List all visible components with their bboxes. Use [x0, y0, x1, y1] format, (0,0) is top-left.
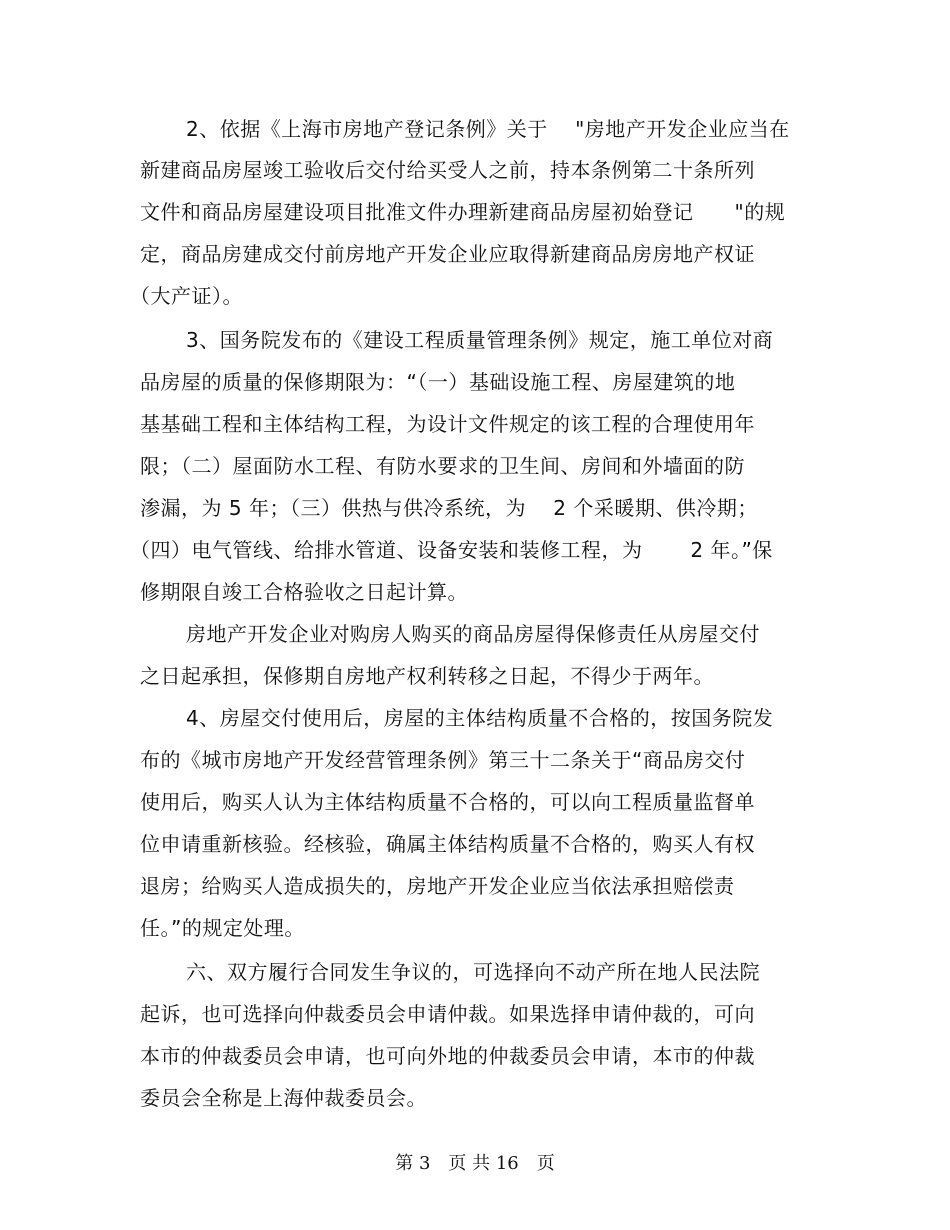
text-line: 布的《城市房地产开发经营管理条例》第三十二条关于“商品房交付 — [140, 748, 746, 772]
text-line: 退房；给购买人造成损失的，房地产开发企业应当依法承担赔偿责 — [140, 874, 735, 898]
text-line: 2、依据《上海市房地产登记条例》关于 "房地产开发企业应当在 — [186, 117, 790, 141]
text-line: （大产证）。 — [130, 284, 243, 308]
text-line: 位申请重新核验。经核验，确属主体结构质量不合格的，购买人有权 — [140, 832, 755, 856]
text-line: 新建商品房屋竣工验收后交付给买受人之前，持本条例第二十条所列 — [140, 158, 755, 182]
text-line: 3、国务院发布的《建设工程质量管理条例》规定，施工单位对商 — [186, 328, 774, 352]
text-line: 使用后，购买人认为主体结构质量不合格的，可以向工程质量监督单 — [140, 790, 755, 814]
text-line: 限；（二）屋面防水工程、有防水要求的卫生间、房间和外墙面的防 — [140, 454, 745, 478]
text-line: 起诉，也可选择向仲裁委员会申请仲裁。如果选择申请仲裁的，可向 — [140, 1002, 755, 1026]
text-line: 房地产开发企业对购房人购买的商品房屋得保修责任从房屋交付 — [186, 622, 760, 646]
text-line: 渗漏，为 5 年；（三）供热与供冷系统，为 2 个采暖期、供冷期； — [140, 496, 758, 520]
text-line: 任。”的规定处理。 — [140, 916, 305, 940]
text-line: 委员会全称是上海仲裁委员会。 — [140, 1086, 427, 1110]
text-line: 品房屋的质量的保修期限为：“（一）基础设施工程、房屋建筑的地 — [140, 370, 736, 394]
text-line: 基基础工程和主体结构工程，为设计文件规定的该工程的合理使用年 — [140, 412, 755, 436]
text-line: 之日起承担，保修期自房地产权利转移之日起，不得少于两年。 — [140, 664, 714, 688]
text-line: 本市的仲裁委员会申请，也可向外地的仲裁委员会申请，本市的仲裁 — [140, 1044, 755, 1068]
text-line: 六、双方履行合同发生争议的，可选择向不动产所在地人民法院 — [186, 960, 760, 984]
text-line: 文件和商品房屋建设项目批准文件办理新建商品房屋初始登记 "的规 — [140, 200, 786, 224]
text-line: （四）电气管线、给排水管道、设备安装和装修工程，为 2 年。”保 — [130, 538, 773, 562]
text-line: 定，商品房建成交付前房地产开发企业应取得新建商品房房地产权证 — [140, 242, 755, 266]
page-number-footer: 第 3 页 共 16 页 — [395, 1153, 555, 1174]
text-line: 4、房屋交付使用后，房屋的主体结构质量不合格的，按国务院发 — [186, 706, 774, 730]
text-line: 修期限自竣工合格验收之日起计算。 — [140, 580, 468, 604]
